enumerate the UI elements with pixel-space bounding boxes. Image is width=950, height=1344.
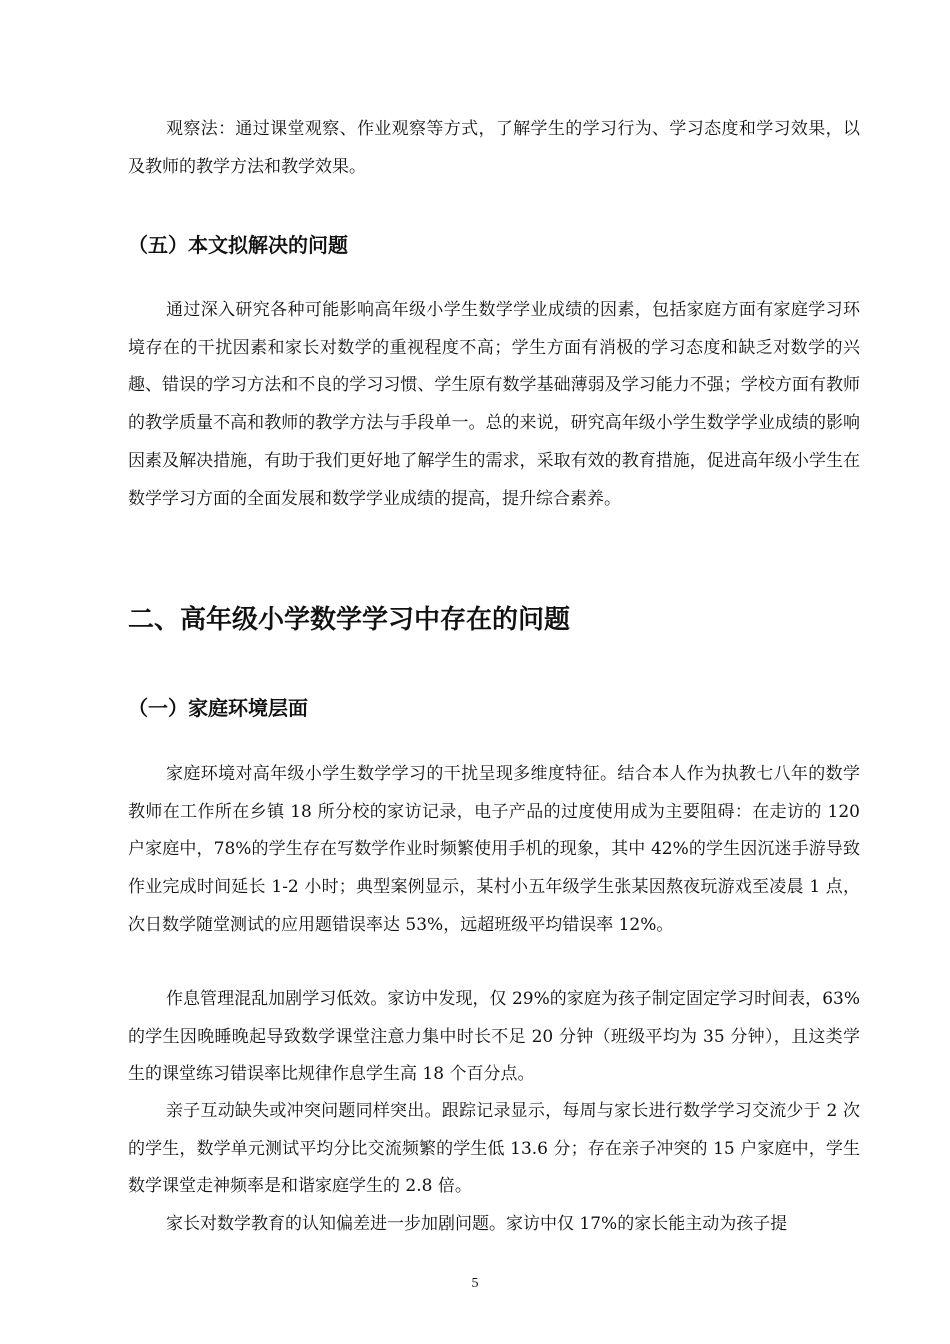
paragraph-family-distraction: 家庭环境对高年级小学生数学学习的干扰呈现多维度特征。结合本人作为执教七八年的数学教师在工作所在乡镇 18 所分校的家访记录，电子产品的过度使用成为主要阻碍：在走访的 120 户家庭中，78%的学生存在写数学作业时频繁使用手机的现象，其中 42%的学生因沉迷手游导致作业完成时间延长 1-2 小时；典型案例显示，某村小五年级学生张某因熬夜玩游戏至凌晨 1 点，次日数学随堂测试的应用题错误率达 53%，远超班级平均错误率 12%。: [128, 764, 860, 935]
section-heading-problems: （五）本文拟解决的问题: [128, 233, 348, 257]
section-heading-family: （一）家庭环境层面: [128, 696, 308, 720]
paragraph-observation-method: 观察法：通过课堂观察、作业观察等方式，了解学生的学习行为、学习态度和学习效果，以及教师的教学方法和教学效果。: [128, 119, 860, 177]
paragraph-family-cognition: 家长对数学教育的认知偏差进一步加剧问题。家访中仅 17%的家长能主动为孩子提: [166, 1214, 788, 1234]
page-number: 5: [471, 1276, 479, 1291]
paragraph-family-schedule: 作息管理混乱加剧学习低效。家访中发现，仅 29%的家庭为孩子制定固定学习时间表，63%的学生因晚睡晚起导致数学课堂注意力集中时长不足 20 分钟（班级平均为 35 分钟），且这类学生的课堂练习错误率比规律作息学生高 18 个百分点。: [128, 989, 860, 1085]
paragraph-family-interaction: 亲子互动缺失或冲突问题同样突出。跟踪记录显示，每周与家长进行数学学习交流少于 2 次的学生，数学单元测试平均分比交流频繁的学生低 13.6 分；存在亲子冲突的 15 户家庭中，学生数学课堂走神频率是和谐家庭学生的 2.8 倍。: [128, 1101, 860, 1197]
chapter-heading: 二、高年级小学数学学习中存在的问题: [128, 605, 571, 635]
paragraph-problems-intro: 通过深入研究各种可能影响高年级小学生数学学业成绩的因素，包括家庭方面有家庭学习环境存在的干扰因素和家长对数学的重视程度不高；学生方面有消极的学习态度和缺乏对数学的兴趣、错误的学习方法和不良的学习习惯、学生原有数学基础薄弱及学习能力不强；学校方面有教师的教学质量不高和教师的教学方法与手段单一。总的来说，研究高年级小学生数学学业成绩的影响因素及解决措施，有助于我们更好地了解学生的需求，采取有效的教育措施，促进高年级小学生在数学学习方面的全面发展和数学学业成绩的提高，提升综合素养。: [128, 300, 860, 509]
